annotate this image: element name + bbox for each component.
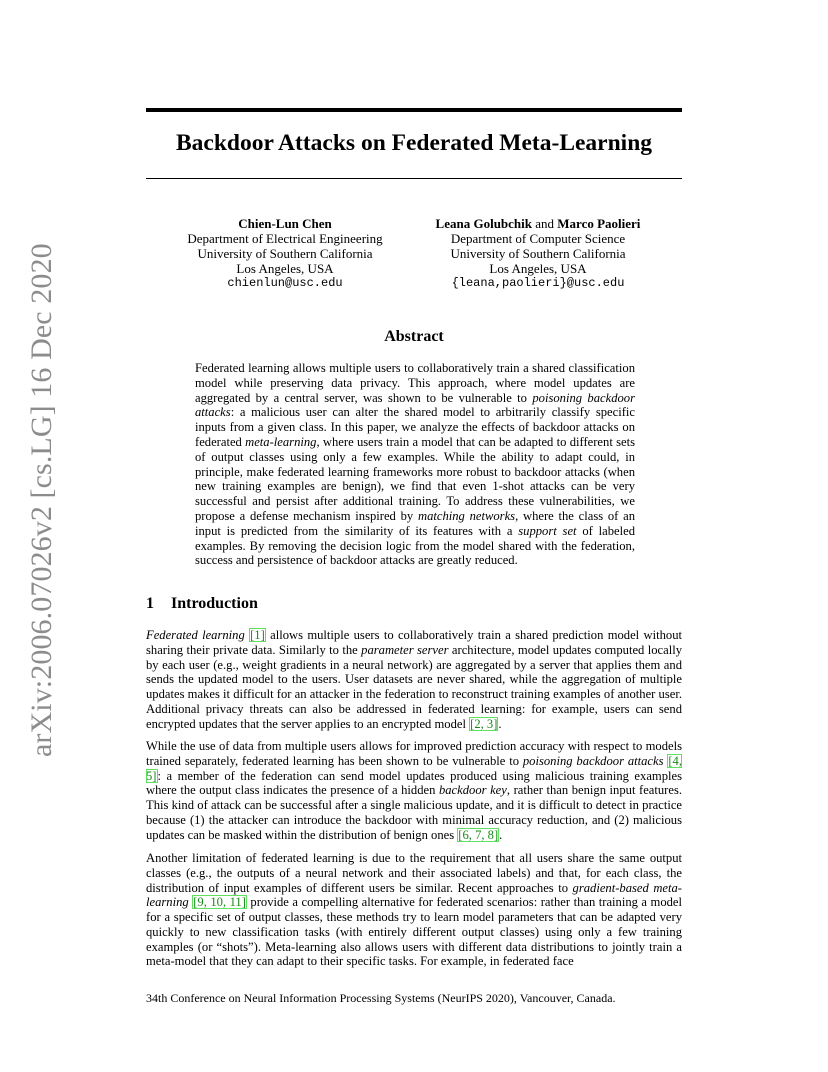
author-dept: Department of Electrical Engineering <box>187 231 383 246</box>
paper-title: Backdoor Attacks on Federated Meta-Learning <box>175 130 653 156</box>
abstract-text: Federated learning allows multiple users to collaboratively train a shared classification model while preserving data privacy. This approach, where model updates are aggregated by a central server, was shown to be vulnerable to poisoning backdoor attacks: a malicious user can alter the shared model to arbitrarily classify specific inputs from a given class. In this paper, we analyze the effects of backdoor attacks on federated meta-learning, where users train a model that can be adapted to different sets of output classes using only a few examples. While the ability to adapt could, in principle, make federated learning frameworks more robust to backdoor attacks (when new training examples are benign), we find that even 1-shot attacks can be very successful and persist after additional training. To address these vulnerabilities, we propose a defense mechanism inspired by matching networks, where the class of an input is predicted from the similarity of its features with a support set of labeled examples. By removing the decision logic from the model shared with the federation, success and persistence of backdoor attacks are greatly reduced. <box>195 361 635 568</box>
intro-paragraph-3: Another limitation of federated learning is due to the requirement that all users share the same output classes (e.g., the outputs of a neural network and their associated labels) and that, for each class, the distribution of input examples of different users be similar. Recent approaches to gradient-based meta-learning [9, 10, 11] provide a compelling alternative for federated scenarios: rather than training a model for a specific set of output classes, these methods try to learn model parameters that can be adapted very quickly to new classification tasks (with entirely different output classes) using only a few training examples (or “shots”). Meta-learning also allows users with different data distributions to jointly train a meta-model that they can adapt to their specific tasks. For example, in federated face <box>146 851 683 969</box>
arxiv-stamp: arXiv:2006.07026v2 [cs.LG] 16 Dec 2020 <box>25 243 58 757</box>
author-city: Los Angeles, USA <box>236 261 334 276</box>
author-dept: Department of Computer Science <box>450 231 626 246</box>
author-univ: University of Southern California <box>197 246 373 261</box>
author-names: Leana Golubchik and Marco Paolieri <box>435 216 641 231</box>
citation-link[interactable]: [4, 5] <box>146 753 682 783</box>
author-block-right <box>420 216 656 291</box>
author-name: Chien-Lun Chen <box>238 216 332 231</box>
author-email[interactable]: {leana,paolieri}@usc.edu <box>451 276 625 290</box>
citation-link[interactable]: [1] <box>250 628 265 642</box>
author-email[interactable]: chienlun@usc.edu <box>227 276 343 290</box>
section-heading: 1 Introduction <box>146 595 258 612</box>
title-bottom-rule <box>146 178 682 179</box>
citation-link[interactable]: [9, 10, 11] <box>193 895 246 910</box>
citation-link[interactable]: [6, 7, 8] <box>458 827 499 842</box>
title-top-rule <box>146 108 682 112</box>
author-city: Los Angeles, USA <box>489 261 587 276</box>
author-block-left <box>180 216 390 291</box>
conference-footer: 34th Conference on Neural Information Processing Systems (NeurIPS 2020), Vancouver, Canada. <box>146 991 616 1005</box>
abstract-heading: Abstract <box>384 328 444 345</box>
intro-paragraph-1: Federated learning [1] allows multiple users to collaboratively train a shared prediction model without sharing their private data. Similarly to the parameter server architecture, model updates computed locally by each user (e.g., weight gradients in a neural network) are aggregated by a server that applies them and sends the updated model to the users. User datasets are never shared, while the aggregation of multiple updates makes it difficult for an attacker in the federation to reconstruct training examples of another user. Additional privacy threats can also be addressed in federated learning: for example, users can send encrypted updates that the server applies to an encrypted model [2, 3]. <box>146 628 683 731</box>
citation-link[interactable]: [2, 3] <box>470 716 498 731</box>
author-univ: University of Southern California <box>450 246 626 261</box>
intro-paragraph-2: While the use of data from multiple users allows for improved prediction accuracy with respect to models trained separately, federated learning has been shown to be vulnerable to poisoning backdoor attacks [4, 5]: a member of the federation can send model updates produced using malicious training examples where the output class indicates the presence of a hidden backdoor key, rather than benign input features. This kind of attack can be successful after a single malicious update, and it is difficult to detect in practice because (1) the attacker can introduce the backdoor with minimal accuracy reduction, and (2) malicious updates can be masked within the distribution of benign ones [6, 7, 8]. <box>146 739 683 842</box>
